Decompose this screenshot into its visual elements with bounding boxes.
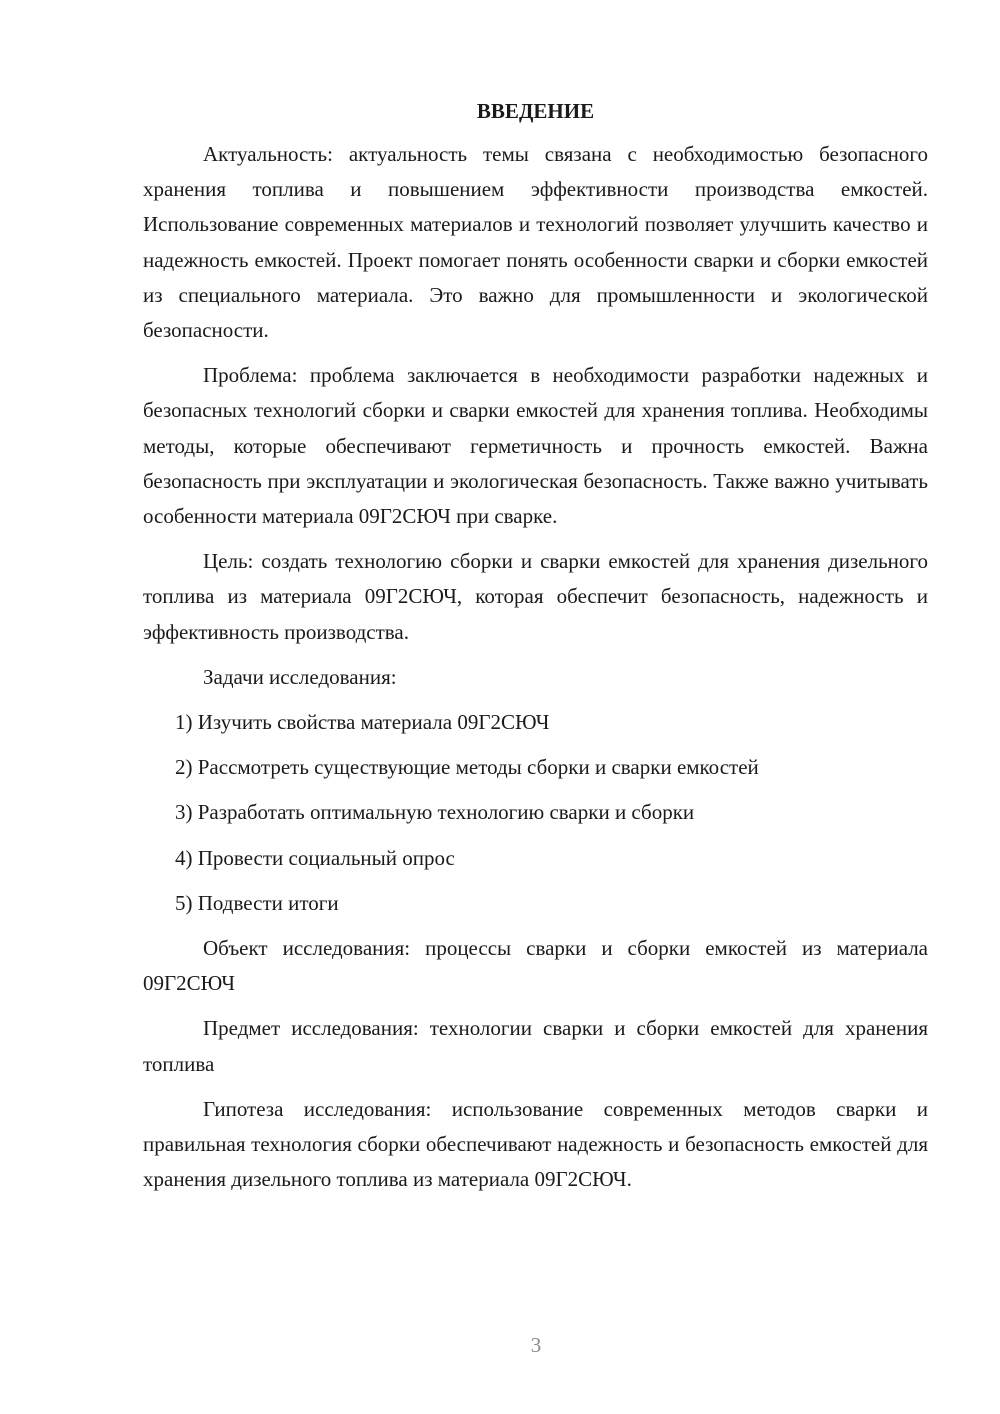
tasks-title: Задачи исследования: [203, 664, 397, 689]
tasks-list [143, 705, 928, 921]
paragraph-subject: Предмет исследования: технологии сварки и сборки емкостей для хранения топлива [143, 1016, 928, 1076]
task-item-2: 2) Рассмотреть существующие методы сборки и сварки емкостей [175, 755, 759, 780]
paragraph-object: Объект исследования: процессы сварки и сборки емкостей из материала 09Г2СЮЧ [143, 936, 928, 996]
task-item-3: 3) Разработать оптимальную технологию сварки и сборки [175, 800, 695, 825]
paragraph-relevance: Актуальность: актуальность темы связана с необходимостью безопасного хранения топлива и повышением эффективности производства емкостей. Использование современных материалов и технологий позволяет улучшить качество и надежность емкостей. Проект помогает понять особенности сварки и сборки емкостей из специального материала. Это важно для промышленности и экологической безопасности. [143, 142, 928, 343]
paragraph-problem: Проблема: проблема заключается в необходимости разработки надежных и безопасных технологий сборки и сварки емкостей для хранения топлива. Необходимы методы, которые обеспечивают герметичность и прочность емкостей. Важна безопасность при эксплуатации и экологическая безопасность. Также важно учитывать особенности материала 09Г2СЮЧ при сварке. [143, 363, 928, 529]
paragraph-hypothesis: Гипотеза исследования: использование современных методов сварки и правильная технология сборки обеспечивают надежность и безопасность емкостей для хранения дизельного топлива из материала 09Г2СЮЧ. [143, 1096, 928, 1192]
page-title: ВВЕДЕНИЕ [476, 99, 595, 123]
task-item-5: 5) Подвести итоги [175, 890, 339, 915]
paragraph-goal: Цель: создать технологию сборки и сварки емкостей для хранения дизельного топлива из материала 09Г2СЮЧ, которая обеспечит безопасность, надежность и эффективность производства. [143, 549, 928, 644]
task-item-1: 1) Изучить свойства материала 09Г2СЮЧ [175, 710, 550, 735]
document-page [143, 95, 928, 1207]
task-item-4: 4) Провести социальный опрос [175, 845, 455, 870]
page-number: 3 [530, 1333, 542, 1357]
